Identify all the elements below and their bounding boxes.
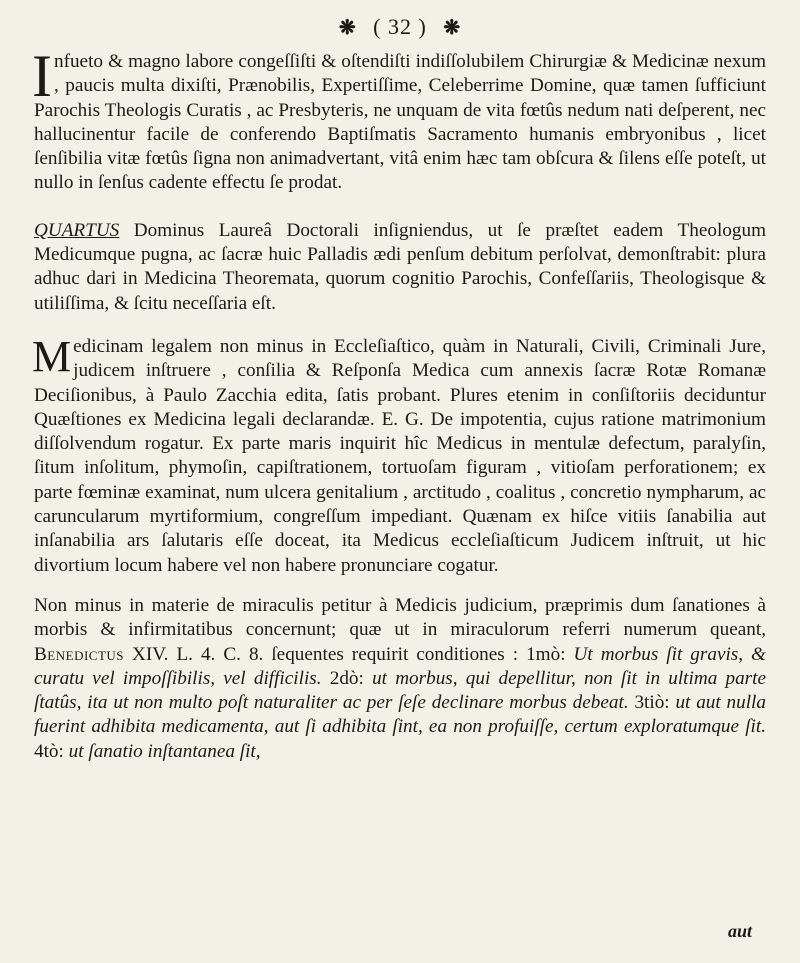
paragraph-1-text: nfueto & magno labore congeſſiſti & oſtendiſti indiſſolubilem Chirurgiæ & Medicinæ nexum , paucis multa dixiſti, Prænobilis, Expertiſſime, Celeberrime Domine, quæ tamen ſufficiunt Parochis Theologis Curatis , ac Presbyteris, ne unquam de vita fœtûs nedum nati deſperent, nec hallucinentur facile de conferendo Baptiſmatis Sacramento humanis embryonibus , licet ſenſibilia vitæ fœtûs ſigna non animadvertant, vitâ enim hæc tam obſcura & ſilens eſſe poteſt, ut nullo in ſenſus cadente effectu ſe prodat. <box>34 51 766 194</box>
condition-2: ut morbus, qui depellitur, non ſit in ultima parte ſtatûs, ita ut non multo poſt naturaliter ac per ſeſe declinare morbus debeat. <box>34 667 766 714</box>
paragraph-3-text: edicinam legalem non minus in Eccleſiaſtico, quàm in Naturali, Civili, Criminali Jure, judicem inſtruere , conſilia & Reſponſa Medica cum annexis ſacræ Rotæ Romanæ Deciſionibus, à Paulo Zacchia edita, ſatis probant. Plures etenim in conſiſtoriis deciduntur Quæſtiones ex Medicina legali declarandæ. E. G. De impotentia, cujus ratione matrimonium diſſolvendum rogatur. Ex parte maris inquirit hîc Medicus in mentulæ defectum, paralyſin, ſitum inſolitum, phymoſin, capiſtrationem, tortuoſam figuram , vitioſam perforationem; ex parte fœminæ examinat, num ulcera genitalium , arctitudo , coalitus , concretio nympharum, ac caruncularum myrtiformium, congreſſum impediant. Quænam ex hiſce vitiis ſanabilia aut inſanabilia ars ſalutaris eſſe doceat, ita Medicus eccleſiaſticum Judicem inſtruit, ut hic divortium locum habere vel non habere pronunciare cogatur. <box>34 335 766 576</box>
right-ornament-icon: ❋ <box>443 17 462 39</box>
page-header <box>0 14 800 40</box>
paragraph-4-text-e: 4tò: <box>34 740 69 762</box>
paragraph-2 <box>34 219 766 316</box>
page-number: ( 32 ) <box>373 14 427 39</box>
paragraph-2-text: Dominus Laureâ Doctorali inſigniendus, ut ſe præſtet eadem Theologum Medicumque pugna, ac ſacræ huic Palladis ædi penſum debitum perſolvat, demonſtrabit: plura adhuc dari in Medicina Theoremata, quorum cognitio Parochis, Confeſſariis, Theologisque & utiliſſima, & ſcitu neceſſaria eſt. <box>34 219 766 314</box>
condition-4: ut ſanatio inſtantanea ſit, <box>68 740 261 762</box>
body-text <box>32 43 766 784</box>
catchword: aut <box>727 921 752 941</box>
left-ornament-icon: ❋ <box>338 17 357 39</box>
paragraph-4 <box>34 594 766 764</box>
paragraph-2-lead: QUARTUS <box>34 219 120 241</box>
condition-1: Ut morbus ſit gravis, & curatu vel impoſſibilis, vel difficilis. <box>34 643 766 689</box>
paragraph-4-text-a: Non minus in materie de miraculis petitur à Medicis judicium, præprimis dum ſanationes à morbis & infirmitatibus concernunt; quæ ut in miraculorum referri numerum queant, <box>34 594 766 641</box>
paragraph-4-text-c: 2dò: <box>321 667 373 689</box>
paragraph-4-text-d: 3tiò: <box>628 692 676 714</box>
paragraph-1 <box>32 43 766 196</box>
paragraph-3 <box>32 331 766 578</box>
author-name: Benedictus <box>34 643 125 665</box>
paragraph-4-text-b: XIV. L. 4. C. 8. ſequentes requirit conditiones : 1mò: <box>124 643 574 665</box>
condition-3: ut aut nulla fuerint adhibita medicamenta, aut ſi adhibita ſint, ea non profuiſſe, certum exploratumque ſit. <box>34 692 766 738</box>
drop-cap-m: M <box>32 331 72 381</box>
drop-cap-i: I <box>32 43 52 109</box>
